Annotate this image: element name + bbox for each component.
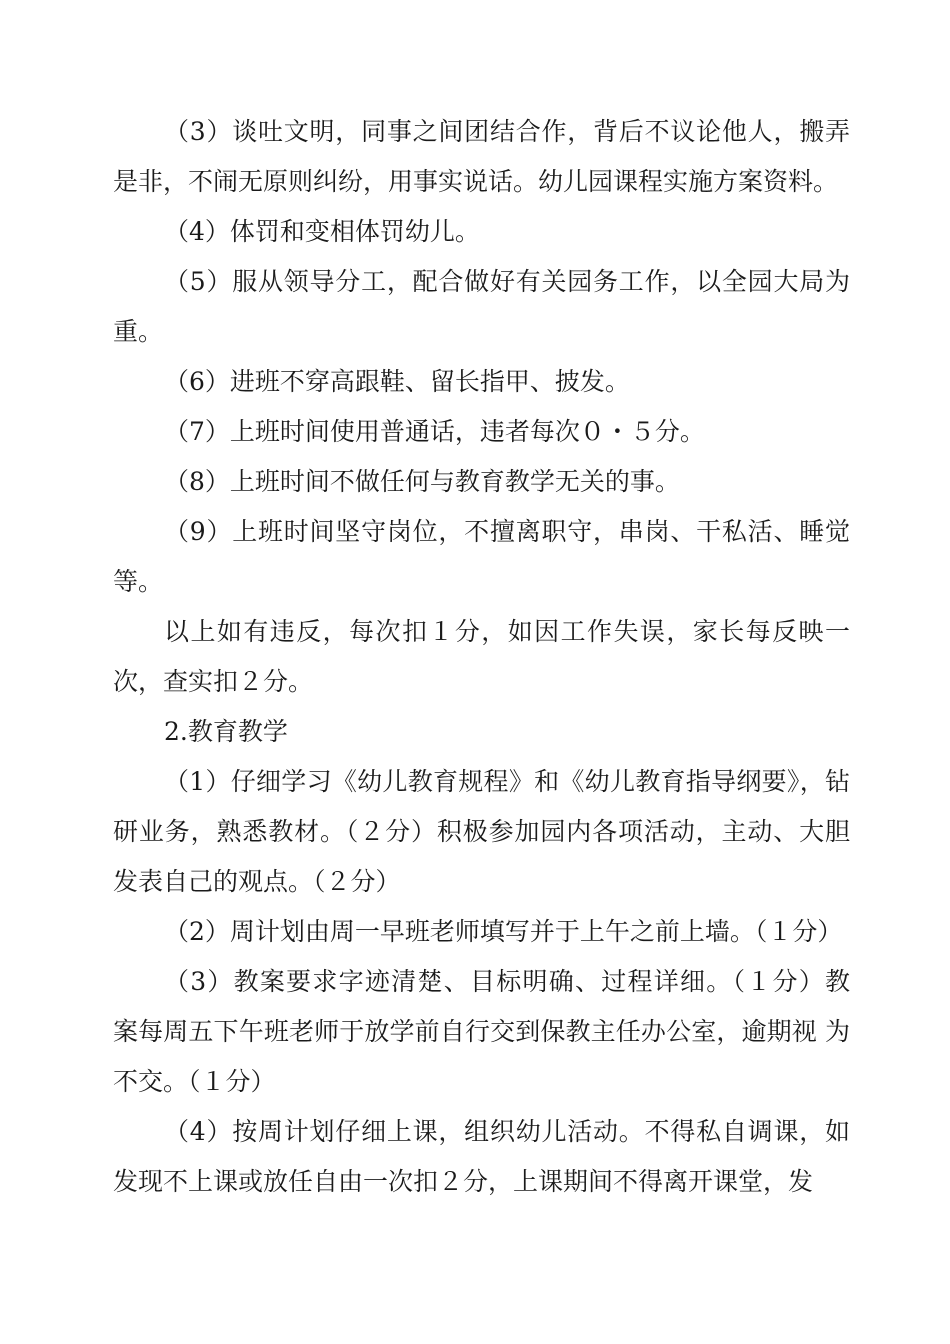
paragraph-rule-9: （9）上班时间坚守岗位，不擅离职守，串岗、干私活、睡觉等。	[113, 517, 850, 596]
paragraph-rule-7: （7）上班时间使用普通话，违者每次０・５分。	[164, 417, 705, 446]
document-body	[113, 107, 850, 1207]
paragraph-rule-4: （4）体罚和变相体罚幼儿。	[164, 217, 480, 246]
paragraph-teaching-2: （2）周计划由周一早班老师填写并于上午之前上墙。（１分）	[164, 917, 843, 946]
paragraph-teaching-3: （3）教案要求字迹清楚、目标明确、过程详细。（１分）教 案每周五下午班老师于放学前自行交到保教主任办公室，逾期视 为不交。（１分）	[113, 967, 850, 1096]
section-heading-teaching: 2.教育教学	[164, 717, 288, 746]
paragraph-teaching-4: （4）按周计划仔细上课，组织幼儿活动。不得私自调课，如 发现不上课或放任自由一次扣２分，上课期间不得离开课堂，发	[113, 1117, 850, 1196]
paragraph-rule-6: （6）进班不穿高跟鞋、留长指甲、披发。	[164, 367, 630, 396]
paragraph-rule-5: （5）服从领导分工，配合做好有关园务工作，以全园大局为重。	[113, 267, 850, 346]
paragraph-teaching-1: （1）仔细学习《幼儿教育规程》和《幼儿教育指导纲要》，钻研业务，熟悉教材。（２分）积极参加园内各项活动，主动、大胆 发表自己的观点。（２分）	[113, 767, 850, 896]
paragraph-rule-3: （3）谈吐文明，同事之间团结合作，背后不议论他人，搬弄 是非，不闹无原则纠纷，用事实说话。幼儿园课程实施方案资料。	[113, 117, 850, 196]
paragraph-penalty-note: 以上如有违反，每次扣１分，如因工作失误，家长每反映一次，查实扣２分。	[113, 617, 850, 696]
paragraph-rule-8: （8）上班时间不做任何与教育教学无关的事。	[164, 467, 680, 496]
